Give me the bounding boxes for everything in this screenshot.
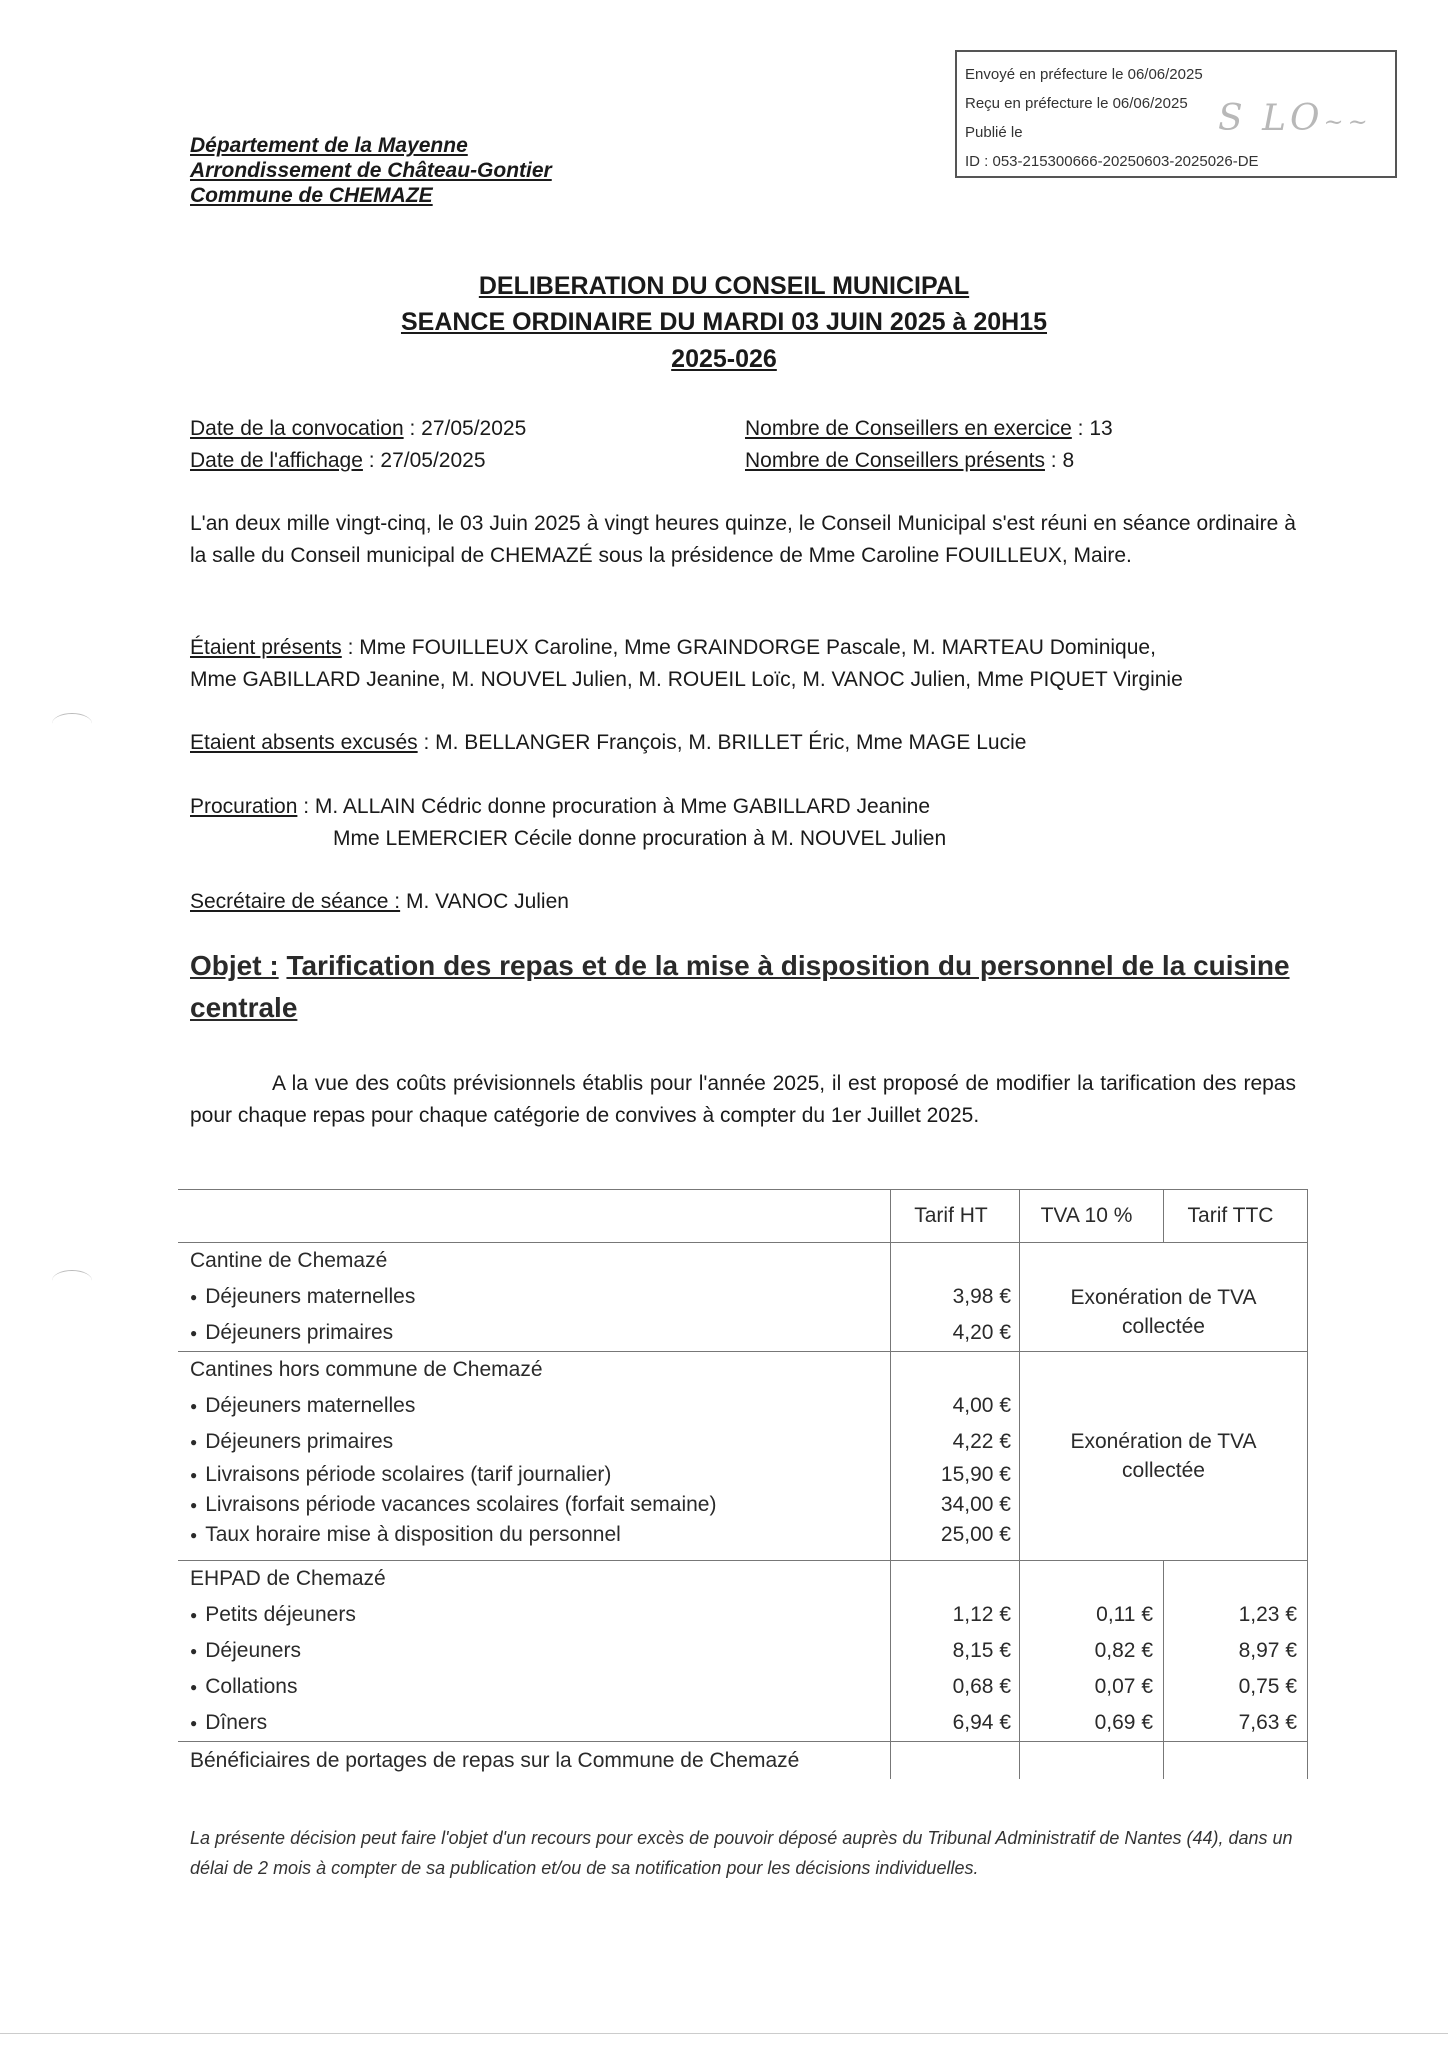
- section-4-ht: [891, 1742, 1020, 1780]
- conseillers-presents: [745, 449, 1074, 473]
- presents-line-1: [190, 636, 1156, 660]
- header-empty: [178, 1190, 891, 1243]
- s3-item-1-ttc: 1,23 €: [1238, 1603, 1297, 1626]
- affichage-value: : 27/05/2025: [362, 449, 486, 472]
- body-paragraph: A la vue des coûts prévisionnels établis pour l'année 2025, il est proposé de modifier la tarification des repas pour chaque repas pour chaque catégorie de convives à compter du 1er Juillet 2025.: [190, 1072, 1296, 1127]
- header-tarif-ht: Tarif HT: [891, 1190, 1020, 1243]
- section-portages: [178, 1742, 1308, 1780]
- convocation-date: [190, 417, 526, 441]
- title-line-3: 2025-026: [671, 345, 777, 373]
- intro-paragraph: L'an deux mille vingt-cinq, le 03 Juin 2025 à vingt heures quinze, le Conseil Municipal s'est réuni en séance ordinaire à la salle du Conseil municipal de CHEMAZÉ sous la présidence de Mme Caroline FOUILLEUX, Maire.: [190, 512, 1296, 567]
- exercice-value: : 13: [1071, 417, 1113, 440]
- s2-item-1-label: ● Déjeuners maternelles: [190, 1388, 890, 1424]
- s3-item-4-ttc: 7,63 €: [1238, 1711, 1297, 1734]
- stamp-envoye: Envoyé en préfecture le 06/06/2025: [965, 66, 1203, 83]
- s2-item-2-label: ● Déjeuners primaires: [190, 1424, 890, 1460]
- s2-item-3-label: ● Livraisons période scolaires (tarif journalier): [190, 1460, 890, 1490]
- s2-item-1-ht: 4,00 €: [952, 1394, 1011, 1417]
- affichage-date: [190, 449, 486, 473]
- s3-item-3-ttc: 0,75 €: [1238, 1675, 1297, 1698]
- s1-item-2-ht: 4,20 €: [952, 1321, 1011, 1344]
- tariff-table: [178, 1189, 1308, 1779]
- section-1-ht: [891, 1243, 1020, 1352]
- section-3-ht: [891, 1561, 1020, 1742]
- s3-item-2-ht: 8,15 €: [952, 1639, 1011, 1662]
- section-2-exoneration: [1020, 1352, 1308, 1561]
- convocation-label: Date de la convocation: [190, 417, 404, 440]
- s3-item-3-ht: 0,68 €: [952, 1675, 1011, 1698]
- header-arrondissement: Arrondissement de Château-Gontier: [190, 159, 552, 182]
- section-4-title: Bénéficiaires de portages de repas sur la Commune de Chemazé: [190, 1749, 800, 1772]
- s3-item-1-tva: 0,11 €: [1096, 1603, 1153, 1626]
- s2-item-2-ht: 4,22 €: [952, 1430, 1011, 1453]
- scan-mark: [52, 1270, 92, 1291]
- s2-item-4-ht: 34,00 €: [940, 1493, 1011, 1516]
- objet-text: Tarification des repas et de la mise à disposition du personnel de la cuisine centrale: [190, 950, 1290, 1023]
- s2-item-3-ht: 15,90 €: [940, 1463, 1011, 1486]
- absents-value: : M. BELLANGER François, M. BRILLET Éric, Mme MAGE Lucie: [417, 731, 1027, 754]
- page-edge-line: [0, 2033, 1448, 2034]
- procuration-label: Procuration: [190, 795, 298, 818]
- section-1-title: Cantine de Chemazé: [190, 1249, 388, 1272]
- s3-item-4-ht: 6,94 €: [952, 1711, 1011, 1734]
- conseillers-exercice: [745, 417, 1113, 441]
- section-cantine-chemaze: [178, 1243, 1308, 1352]
- scan-mark: [52, 713, 92, 734]
- stamp-id: ID : 053-215300666-20250603-2025026-DE: [965, 153, 1259, 170]
- presents-value: : 8: [1044, 449, 1075, 472]
- section-2-labels: [178, 1352, 891, 1561]
- s3-item-1-ht: 1,12 €: [952, 1603, 1011, 1626]
- section-4-labels: [178, 1742, 891, 1780]
- s2-exoneration-text: Exonération de TVA collectée: [1070, 1430, 1257, 1482]
- section-1-exoneration: [1020, 1243, 1308, 1352]
- procuration-line-1: [190, 795, 930, 819]
- header-tarif-ttc: Tarif TTC: [1164, 1190, 1308, 1243]
- secretaire-label: Secrétaire de séance :: [190, 890, 401, 913]
- absents-label: Etaient absents excusés: [190, 731, 418, 754]
- s1-item-1-label: ● Déjeuners maternelles: [190, 1279, 890, 1315]
- handwritten-signature: S LO~~: [1218, 98, 1372, 139]
- presents-list-2: Mme GABILLARD Jeanine, M. NOUVEL Julien, M. ROUEIL Loïc, M. VANOC Julien, Mme PIQUET Virginie: [190, 668, 1183, 691]
- header-tva: TVA 10 %: [1020, 1190, 1164, 1243]
- absents-line: [190, 731, 1026, 755]
- section-3-ttc: [1164, 1561, 1308, 1742]
- s3-item-3-tva: 0,07 €: [1094, 1675, 1153, 1698]
- title-line-1: DELIBERATION DU CONSEIL MUNICIPAL: [478, 272, 970, 300]
- header-department: Département de la Mayenne: [190, 134, 468, 157]
- section-2-ht: [891, 1352, 1020, 1561]
- s2-item-5-label: ● Taux horaire mise à disposition du personnel: [190, 1520, 890, 1550]
- section-1-labels: [178, 1243, 891, 1352]
- stamp-publie: Publié le: [965, 124, 1023, 141]
- header-commune: Commune de CHEMAZE: [190, 184, 433, 207]
- procuration-value-2: Mme LEMERCIER Cécile donne procuration à M. NOUVEL Julien: [333, 827, 947, 850]
- s2-item-4-label: ● Livraisons période vacances scolaires (forfait semaine): [190, 1490, 890, 1520]
- s1-item-1-ht: 3,98 €: [952, 1285, 1011, 1308]
- s3-item-4-label: ● Dîners: [190, 1705, 890, 1741]
- objet-heading: [190, 945, 1310, 1029]
- s3-item-2-ttc: 8,97 €: [1238, 1639, 1297, 1662]
- title-line-2: SEANCE ORDINAIRE DU MARDI 03 JUIN 2025 à 20H15: [400, 308, 1048, 336]
- convocation-value: : 27/05/2025: [403, 417, 527, 440]
- section-2-title: Cantines hors commune de Chemazé: [190, 1358, 543, 1381]
- s3-item-2-label: ● Déjeuners: [190, 1633, 890, 1669]
- s3-item-4-tva: 0,69 €: [1094, 1711, 1153, 1734]
- section-4-ttc: [1164, 1742, 1308, 1780]
- section-3-labels: [178, 1561, 891, 1742]
- administrative-header: [190, 133, 552, 208]
- secretaire-line: [190, 890, 569, 914]
- s1-item-2-label: ● Déjeuners primaires: [190, 1315, 890, 1351]
- secretaire-value: M. VANOC Julien: [400, 890, 569, 913]
- section-3-tva: [1020, 1561, 1164, 1742]
- s3-item-3-label: ● Collations: [190, 1669, 890, 1705]
- presents-list-label: Étaient présents: [190, 636, 342, 659]
- s2-item-5-ht: 25,00 €: [940, 1523, 1011, 1546]
- s3-item-1-label: ● Petits déjeuners: [190, 1597, 890, 1633]
- s1-exoneration-text: Exonération de TVA collectée: [1070, 1286, 1257, 1338]
- presents-label: Nombre de Conseillers présents: [745, 449, 1045, 472]
- section-ehpad: [178, 1561, 1308, 1742]
- exercice-label: Nombre de Conseillers en exercice: [745, 417, 1072, 440]
- section-4-tva: [1020, 1742, 1164, 1780]
- stamp-recu: Reçu en préfecture le 06/06/2025: [965, 95, 1188, 112]
- s3-item-2-tva: 0,82 €: [1094, 1639, 1153, 1662]
- affichage-label: Date de l'affichage: [190, 449, 363, 472]
- procuration-value-1: : M. ALLAIN Cédric donne procuration à Mme GABILLARD Jeanine: [297, 795, 931, 818]
- objet-label: Objet :: [190, 950, 279, 981]
- section-cantines-hors-commune: [178, 1352, 1308, 1561]
- section-3-title: EHPAD de Chemazé: [190, 1567, 386, 1590]
- recours-notice: La présente décision peut faire l'objet d'un recours pour excès de pouvoir déposé auprès du Tribunal Administratif de Nantes (44), dans un délai de 2 mois à compter de sa publication et/ou de sa notification pour les décisions individuelles.: [190, 1828, 1293, 1878]
- presents-list-1: : Mme FOUILLEUX Caroline, Mme GRAINDORGE Pascale, M. MARTEAU Dominique,: [341, 636, 1156, 659]
